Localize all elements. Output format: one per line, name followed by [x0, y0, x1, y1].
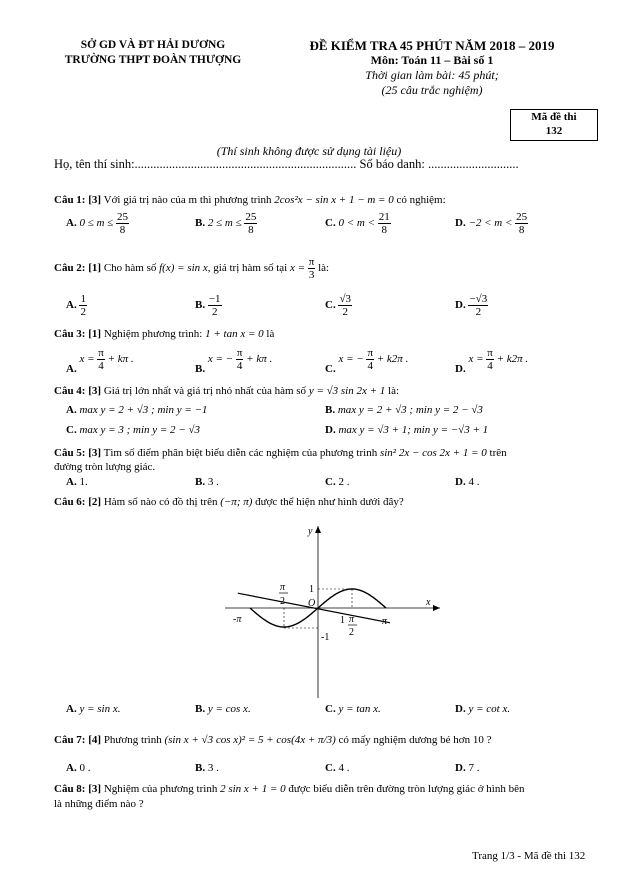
tick-label-neg1: -1: [321, 632, 330, 643]
q8-text: Nghiệm của phương trình: [103, 783, 218, 795]
option-letter: D.: [455, 703, 466, 715]
option-fraction: $\frac{\pi}{4}$: [236, 347, 243, 372]
q1-level: [3]: [88, 194, 102, 206]
option-expr: 2 ≤ m ≤: [207, 217, 242, 230]
option-letter: C.: [325, 363, 336, 376]
option-letter: B.: [195, 217, 206, 230]
school-name: TRƯỜNG THPT ĐOÀN THƯỢNG: [64, 54, 242, 66]
q5-equation: sin² 2x − cos 2x + 1 = 0: [379, 447, 487, 459]
option-letter: A.: [66, 299, 77, 312]
q3-level: [1]: [88, 328, 102, 340]
q1-option-d[interactable]: [455, 211, 528, 236]
option-expr: max y = 2 + √3 ; min y = 2 − √3: [337, 404, 483, 416]
y-axis-label: y: [308, 526, 313, 537]
tick-label-pi: π: [382, 616, 388, 627]
exam-time: Thời gian làm bài: 45 phút;: [365, 68, 499, 82]
tick-label-neg-pi: -π: [233, 614, 242, 625]
q1-equation: 2cos²x − sin x + 1 − m = 0: [274, 194, 394, 206]
option-value: 2 .: [338, 476, 350, 488]
option-expr: 0 < m <: [338, 217, 375, 230]
option-value: 0 .: [79, 762, 91, 774]
q2-option-b[interactable]: [195, 293, 222, 318]
option-fraction: $\frac{\pi}{4}$: [98, 347, 104, 372]
option-expr-tail: + kπ .: [107, 353, 134, 366]
q4-label: Câu 4:: [54, 385, 86, 397]
exam-note: (Thí sinh không được sử dụng tài liệu): [216, 144, 402, 158]
option-expr: x = −: [338, 353, 364, 366]
q3-option-a[interactable]: [66, 347, 134, 375]
school-header: [38, 38, 268, 68]
option-letter: D.: [455, 217, 466, 230]
q6-level: [2]: [88, 496, 102, 508]
option-letter: A.: [66, 762, 77, 774]
exam-subject: Môn: Toán 11 – Bài số 1: [370, 53, 494, 67]
option-letter: B.: [195, 363, 206, 376]
q2-function: f(x) = sin x: [159, 262, 208, 275]
option-letter: C.: [325, 703, 336, 715]
q4-option-a[interactable]: [66, 404, 207, 416]
department-name: SỞ GD VÀ ĐT HẢI DƯƠNG: [80, 39, 226, 51]
q1-text: Với giá trị nào của m thì phương trình: [103, 194, 272, 206]
option-letter: D.: [455, 762, 466, 774]
q4-function: y = √3 sin 2x + 1: [308, 385, 386, 397]
option-fraction: $\frac{25}{8}$: [245, 211, 257, 236]
q4-option-c[interactable]: [66, 424, 200, 436]
q7-text: Phương trình: [103, 734, 162, 746]
option-fraction: $\frac{25}{8}$: [116, 211, 128, 236]
question-6: [54, 496, 404, 508]
tick-label-1: 1: [309, 584, 314, 595]
q7-option-c[interactable]: [325, 762, 349, 774]
q3-label: Câu 3:: [54, 328, 86, 340]
q5-tail: trên: [489, 447, 507, 459]
q5-label: Câu 5:: [54, 447, 86, 459]
q5-text: Tìm số điểm phân biệt biểu diễn các nghiệm của phương trình: [103, 447, 378, 459]
option-expr-tail: + k2π .: [496, 353, 529, 366]
option-fraction: $\frac{25}{8}$: [516, 211, 528, 236]
q2-x: x =: [289, 262, 306, 275]
q2-option-c[interactable]: [325, 293, 352, 318]
option-letter: C.: [325, 217, 336, 230]
origin-label: O: [308, 598, 316, 609]
option-letter: D.: [455, 299, 466, 312]
y-axis-arrow: [315, 526, 321, 533]
option-expr: x =: [79, 353, 95, 366]
q6-tail: được thể hiện như hình dưới đây?: [255, 496, 404, 508]
exam-title: ĐỀ KIỂM TRA 45 PHÚT NĂM 2018 – 2019: [309, 38, 555, 53]
q2-option-a[interactable]: [66, 293, 87, 318]
page-footer: Trang 1/3 - Mã đề thi 132: [472, 850, 586, 862]
option-fraction: $\frac{-1}{2}$: [208, 293, 221, 318]
q6-label: Câu 6:: [54, 496, 86, 508]
option-value: y = tan x.: [338, 703, 381, 715]
q7-equation: (sin x + √3 cos x)² = 5 + cos(4x + π/3): [164, 734, 336, 746]
option-expr: −2 < m <: [468, 217, 513, 230]
option-letter: C.: [325, 299, 336, 312]
x-axis-label: x: [426, 597, 431, 608]
exam-code-label: Mã đề thi: [531, 111, 577, 123]
exam-header: [282, 38, 582, 98]
q7-option-a[interactable]: [66, 762, 90, 774]
q1-option-a[interactable]: [66, 211, 129, 236]
option-value: 3 .: [207, 476, 219, 488]
question-3: [54, 328, 274, 340]
q1-tail: có nghiệm:: [396, 194, 446, 206]
q2-x-fraction: $\frac{\pi}{3}$: [308, 256, 315, 281]
q2-text: Cho hàm số: [103, 262, 157, 275]
option-letter: D.: [325, 424, 336, 436]
q4-option-b[interactable]: [325, 404, 483, 416]
option-letter: B.: [325, 404, 336, 416]
q7-option-b[interactable]: [195, 762, 219, 774]
q7-tail: có mấy nghiệm dương bé hơn 10 ?: [338, 734, 492, 746]
q4-level: [3]: [88, 385, 102, 397]
q5-option-a[interactable]: [66, 476, 88, 488]
q7-label: Câu 7:: [54, 734, 86, 746]
option-expr: x = −: [207, 353, 234, 366]
q4-tail: là:: [388, 385, 400, 397]
q3-tail: là: [266, 328, 275, 340]
option-value: y = cos x.: [207, 703, 251, 715]
q3-equation: 1 + tan x = 0: [205, 328, 264, 340]
student-info-line: Họ, tên thí sinh:....................................................................... Số báo danh: .............................: [54, 157, 519, 171]
option-fraction: $\frac{√3}{2}$: [339, 293, 351, 318]
option-expr: x =: [468, 353, 484, 366]
option-letter: C.: [325, 762, 336, 774]
q8-equation: 2 sin x + 1 = 0: [220, 783, 286, 795]
option-fraction: $\frac{1}{2}$: [80, 293, 86, 318]
option-fraction: $\frac{\pi}{4}$: [367, 347, 373, 372]
option-letter: A.: [66, 217, 77, 230]
question-1: [54, 194, 446, 206]
q5-option-c[interactable]: [325, 476, 349, 488]
option-value: 4 .: [468, 476, 480, 488]
option-expr: max y = 3 ; min y = 2 − √3: [79, 424, 201, 436]
q3-text: Nghiệm phương trình:: [103, 328, 203, 340]
tick-label-half-pi-num: π: [349, 614, 355, 625]
option-letter: A.: [66, 703, 77, 715]
q1-label: Câu 1:: [54, 194, 86, 206]
exam-code-value: 132: [545, 125, 563, 137]
question-8: [54, 782, 598, 812]
q4-option-d[interactable]: [325, 424, 488, 436]
option-letter: A.: [66, 476, 77, 488]
tick-label-neg-half-pi-num: π: [280, 582, 286, 593]
q7-level: [4]: [88, 734, 102, 746]
q8-tail: được biểu diễn trên đường tròn lượng giác ở hình bên: [288, 783, 525, 795]
q6-option-a[interactable]: [66, 703, 120, 715]
q3-option-d[interactable]: [455, 347, 528, 375]
option-fraction: $\frac{21}{8}$: [378, 211, 390, 236]
q6-text: Hàm số nào có đồ thị trên: [103, 496, 218, 508]
q2-label: Câu 2:: [54, 262, 86, 275]
option-letter: B.: [195, 762, 206, 774]
option-letter: D.: [455, 476, 466, 488]
exam-question-count: (25 câu trắc nghiệm): [381, 83, 483, 97]
q6-option-b[interactable]: [195, 703, 251, 715]
option-letter: D.: [455, 363, 466, 376]
q8-label: Câu 8:: [54, 783, 86, 795]
option-expr-tail: + k2π .: [376, 353, 409, 366]
question-7: [54, 734, 491, 746]
option-expr: 0 ≤ m ≤: [79, 217, 114, 230]
x-axis-arrow: [433, 605, 440, 611]
q6-option-d[interactable]: [455, 703, 510, 715]
option-fraction: $\frac{\pi}{4}$: [487, 347, 493, 372]
tick-label-neg-half-pi-den: 2: [280, 596, 285, 607]
q8-text-line2: là những điểm nào ?: [54, 798, 144, 810]
question-4: [54, 385, 399, 397]
option-letter: C.: [325, 476, 336, 488]
option-letter: A.: [66, 404, 77, 416]
tick-label-neg-sign: -: [274, 595, 278, 606]
q2-option-d[interactable]: [455, 293, 488, 318]
q2-tail: là:: [318, 262, 330, 275]
option-expr-tail: + kπ .: [246, 353, 273, 366]
question-5: [54, 446, 598, 474]
q5-text-line2: đường tròn lượng giác.: [54, 461, 156, 473]
q4-text: Giá trị lớn nhất và giá trị nhỏ nhất của hàm số: [103, 385, 307, 397]
option-letter: C.: [66, 424, 77, 436]
tick-label-1-bottom: 1: [340, 615, 345, 626]
question-2: [54, 256, 329, 281]
q2-level: [1]: [88, 262, 102, 275]
function-graph: [220, 520, 450, 700]
option-value: y = cot x.: [468, 703, 511, 715]
option-letter: B.: [195, 299, 206, 312]
q5-level: [3]: [88, 447, 102, 459]
q5-option-d[interactable]: [455, 476, 479, 488]
option-letter: A.: [66, 363, 77, 376]
option-value: 1.: [79, 476, 88, 488]
q3-option-c[interactable]: [325, 347, 408, 375]
q6-option-c[interactable]: [325, 703, 381, 715]
q1-option-c[interactable]: [325, 211, 391, 236]
option-expr: max y = 2 + √3 ; min y = −1: [79, 404, 208, 416]
option-letter: B.: [195, 703, 206, 715]
q5-option-b[interactable]: [195, 476, 219, 488]
q6-interval: (−π; π): [220, 496, 253, 508]
q1-option-b[interactable]: [195, 211, 257, 236]
option-expr: max y = √3 + 1; min y = −√3 + 1: [338, 424, 489, 436]
exam-code-box: [510, 109, 598, 141]
q2-mid: , giá trị hàm số tại: [207, 262, 288, 275]
q8-level: [3]: [88, 783, 102, 795]
option-value: 4 .: [338, 762, 350, 774]
q3-option-b[interactable]: [195, 347, 272, 375]
option-value: 3 .: [207, 762, 219, 774]
q7-option-d[interactable]: [455, 762, 479, 774]
tick-label-half-pi-den: 2: [349, 627, 354, 638]
option-value: 7 .: [468, 762, 480, 774]
option-letter: B.: [195, 476, 206, 488]
option-value: y = sin x.: [79, 703, 121, 715]
option-fraction: $\frac{-√3}{2}$: [469, 293, 488, 318]
